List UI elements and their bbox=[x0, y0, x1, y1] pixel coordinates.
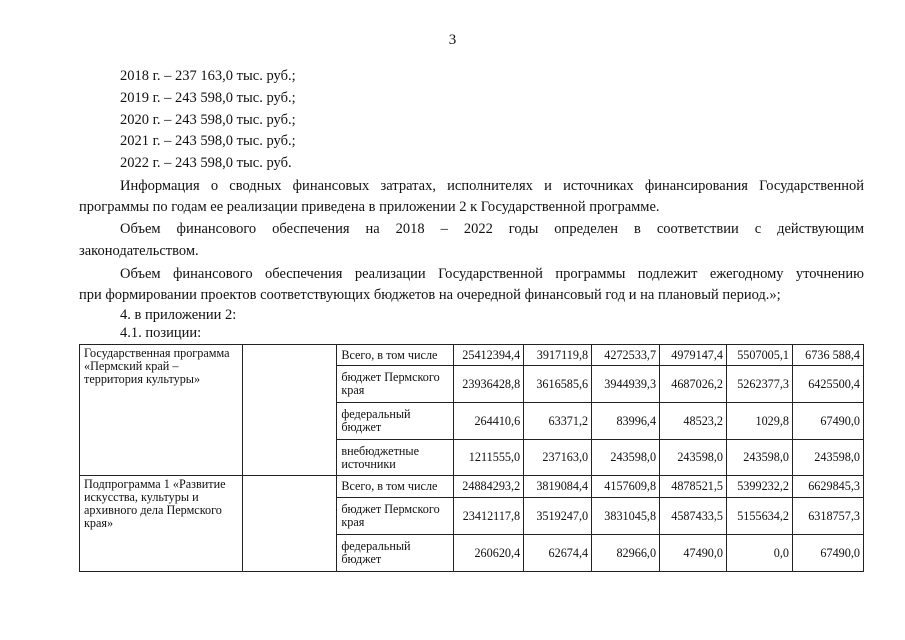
funding-source: бюджет Пермского края bbox=[337, 498, 454, 535]
value-cell: 260620,4 bbox=[454, 535, 524, 572]
value-cell: 0,0 bbox=[727, 535, 793, 572]
value-cell: 82966,0 bbox=[592, 535, 660, 572]
funding-source: внебюджетные источники bbox=[337, 440, 454, 476]
value-cell: 48523,2 bbox=[660, 403, 727, 440]
paragraph-3-line-1: Объем финансового обеспечения реализации Государственной программы подлежит ежегодному уточнению bbox=[120, 266, 864, 282]
value-cell: 243598,0 bbox=[792, 440, 863, 476]
value-cell: 3616585,6 bbox=[524, 366, 592, 403]
paragraph-1-line-2: программы по годам ее реализации приведена в приложении 2 к Государственной программе. bbox=[79, 199, 660, 215]
value-cell: 6629845,3 bbox=[792, 476, 863, 498]
value-cell: 3831045,8 bbox=[592, 498, 660, 535]
value-cell: 6736 588,4 bbox=[792, 345, 863, 366]
value-cell: 25412394,4 bbox=[454, 345, 524, 366]
program-name: Государственная программа «Пермский край – территория культуры» bbox=[80, 345, 243, 476]
paragraph-3-line-2: при формировании проектов соответствующих бюджетов на очередной финансовый год и на плановый период.»; bbox=[79, 287, 781, 303]
paragraph-2-line-2: законодательством. bbox=[79, 243, 199, 259]
value-cell: 264410,6 bbox=[454, 403, 524, 440]
value-cell: 47490,0 bbox=[660, 535, 727, 572]
value-cell: 5155634,2 bbox=[727, 498, 793, 535]
table-row bbox=[80, 476, 864, 498]
value-cell: 3917119,8 bbox=[524, 345, 592, 366]
year-line: 2022 г. – 243 598,0 тыс. руб. bbox=[120, 155, 292, 171]
value-cell: 67490,0 bbox=[792, 403, 863, 440]
value-cell: 4272533,7 bbox=[592, 345, 660, 366]
value-cell: 62674,4 bbox=[524, 535, 592, 572]
value-cell: 6318757,3 bbox=[792, 498, 863, 535]
year-line: 2020 г. – 243 598,0 тыс. руб.; bbox=[120, 112, 296, 128]
paragraph-1-line-1: Информация о сводных финансовых затратах, исполнителях и источниках финансирования Государственной bbox=[120, 178, 864, 194]
value-cell: 3519247,0 bbox=[524, 498, 592, 535]
value-cell: 4979147,4 bbox=[660, 345, 727, 366]
value-cell: 4587433,5 bbox=[660, 498, 727, 535]
item-4-1: 4.1. позиции: bbox=[120, 325, 202, 341]
value-cell: 237163,0 bbox=[524, 440, 592, 476]
table-row bbox=[80, 345, 864, 366]
paragraph-2-line-1: Объем финансового обеспечения на 2018 – 2022 годы определен в соответствии с действующим bbox=[120, 221, 864, 237]
value-cell: 5262377,3 bbox=[727, 366, 793, 403]
year-line: 2021 г. – 243 598,0 тыс. руб.; bbox=[120, 133, 296, 149]
year-line: 2018 г. – 237 163,0 тыс. руб.; bbox=[120, 68, 296, 84]
value-cell: 4687026,2 bbox=[660, 366, 727, 403]
value-cell: 23936428,8 bbox=[454, 366, 524, 403]
value-cell: 3944939,3 bbox=[592, 366, 660, 403]
page-number: 3 bbox=[448, 32, 457, 48]
value-cell: 6425500,4 bbox=[792, 366, 863, 403]
item-4: 4. в приложении 2: bbox=[120, 307, 237, 323]
empty-cell bbox=[242, 345, 337, 476]
value-cell: 243598,0 bbox=[660, 440, 727, 476]
value-cell: 63371,2 bbox=[524, 403, 592, 440]
funding-source: Всего, в том числе bbox=[337, 345, 454, 366]
value-cell: 1029,8 bbox=[727, 403, 793, 440]
value-cell: 3819084,4 bbox=[524, 476, 592, 498]
value-cell: 67490,0 bbox=[792, 535, 863, 572]
value-cell: 24884293,2 bbox=[454, 476, 524, 498]
value-cell: 83996,4 bbox=[592, 403, 660, 440]
value-cell: 4878521,5 bbox=[660, 476, 727, 498]
funding-source: федеральный бюджет bbox=[337, 403, 454, 440]
value-cell: 23412117,8 bbox=[454, 498, 524, 535]
value-cell: 243598,0 bbox=[727, 440, 793, 476]
subprogram-name: Подпрограмма 1 «Развитие искусства, культуры и архивного дела Пермского края» bbox=[80, 476, 243, 572]
value-cell: 1211555,0 bbox=[454, 440, 524, 476]
value-cell: 4157609,8 bbox=[592, 476, 660, 498]
funding-source: федеральный бюджет bbox=[337, 535, 454, 572]
value-cell: 5399232,2 bbox=[727, 476, 793, 498]
funding-source: бюджет Пермского края bbox=[337, 366, 454, 403]
empty-cell bbox=[242, 476, 337, 572]
funding-source: Всего, в том числе bbox=[337, 476, 454, 498]
value-cell: 243598,0 bbox=[592, 440, 660, 476]
value-cell: 5507005,1 bbox=[727, 345, 793, 366]
year-line: 2019 г. – 243 598,0 тыс. руб.; bbox=[120, 90, 296, 106]
financing-table bbox=[79, 344, 864, 572]
